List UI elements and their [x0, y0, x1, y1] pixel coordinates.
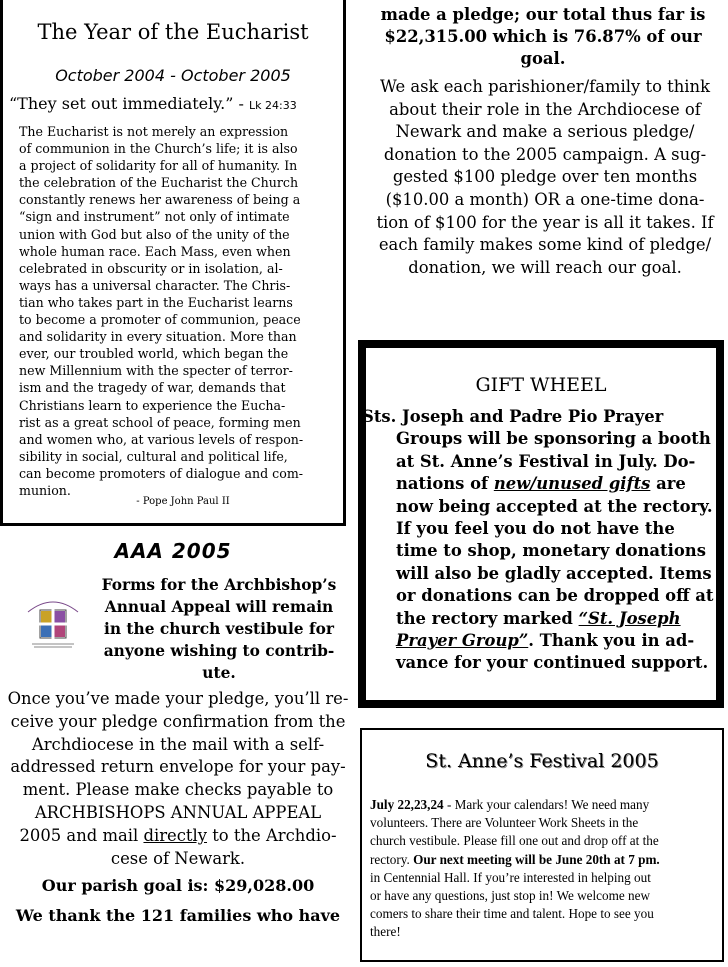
aaa-parish-goal: Our parish goal is: $29,028.00: [41, 876, 315, 895]
gift-line: time to shop, monetary donations: [396, 541, 706, 561]
gift-line: or donations can be dropped off at: [396, 586, 714, 606]
eucharist-line: ism and the tragedy of war, demands that: [19, 380, 286, 396]
aaa-title: AAA 2005: [114, 539, 232, 563]
gift-line: now being accepted at the rectory.: [396, 496, 713, 516]
aaa-forms-line: Annual Appeal will remain: [104, 598, 334, 616]
eucharist-line: union with God but also of the unity of the: [19, 226, 290, 242]
gift-line: Groups will be sponsoring a booth: [396, 429, 711, 449]
eucharist-box: [0, 0, 346, 526]
aaa-forms-line: anyone wishing to contrib-: [103, 642, 335, 660]
aaa-body-line: cese of Newark.: [110, 848, 246, 868]
festival-dates: July 22,23,24: [370, 797, 444, 812]
eucharist-line: sibility in social, cultural and political life,: [19, 448, 288, 464]
aaa-body-text: to the Archdio-: [207, 825, 337, 845]
eucharist-line: the celebration of the Eucharist the Church: [19, 175, 299, 191]
gift-line: will also be gladly accepted. Items: [396, 563, 712, 583]
aaa-thanks: We thank the 121 families who have: [15, 906, 341, 925]
aaa-body-line: [0, 825, 356, 848]
pledge-request-line: We ask each parishioner/family to think: [379, 77, 711, 96]
aaa-body-line: ment. Please make checks payable to: [22, 780, 334, 800]
festival-line: [370, 796, 720, 814]
aaa-body-text: 2005 and mail: [19, 825, 144, 845]
pledge-request-line: about their role in the Archdiocese of: [389, 99, 701, 119]
eucharist-line: and women who, at various levels of respon-: [19, 431, 304, 447]
eucharist-line: ever, our troubled world, which began the: [19, 346, 289, 362]
eucharist-line: rist as a great school of peace, forming men: [19, 414, 301, 430]
eucharist-line: and solidarity in every situation. More than: [19, 329, 297, 345]
gift-text: nations of: [396, 474, 494, 494]
festival-line: in Centennial Hall. If you’re interested in helping out: [370, 869, 651, 885]
quote-reference: Lk 24:33: [249, 99, 297, 112]
aaa-body-line: addressed return envelope for your pay-: [10, 757, 346, 777]
eucharist-line: munion.: [19, 482, 71, 498]
pledge-total-line: goal.: [520, 49, 566, 68]
gift-text: are: [650, 474, 686, 494]
pledge-total-line: $22,315.00 which is 76.87% of our: [384, 27, 702, 46]
festival-line: volunteers. There are Volunteer Work Sheets in the: [370, 815, 639, 831]
eucharist-line: to become a promoter of communion, peace: [19, 312, 301, 328]
festival-text: rectory.: [370, 851, 414, 867]
festival-line: there!: [370, 924, 401, 940]
eucharist-body: [19, 123, 345, 499]
aaa-body-underlined: directly: [143, 825, 208, 845]
eucharist-line: whole human race. Each Mass, even when: [19, 243, 291, 259]
pledge-request-line: each family makes some kind of pledge/: [378, 235, 712, 255]
pledge-request-line: Newark and make a serious pledge/: [395, 122, 695, 142]
eucharist-line: Christians learn to experience the Eucha-: [19, 397, 286, 413]
gift-line: [396, 473, 728, 495]
aaa-forms-line: in the church vestibule for: [104, 620, 334, 638]
aaa-forms-text: [88, 574, 350, 684]
eucharist-quote: [9, 94, 297, 113]
eucharist-line: constantly renews her awareness of being a: [19, 192, 301, 208]
eucharist-line: ways has a universal character. The Chris-: [19, 277, 291, 293]
gift-line: at St. Anne’s Festival in July. Do-: [396, 451, 696, 471]
festival-line: or have any questions, just stop in! We welcome new: [370, 888, 650, 904]
eucharist-attribution: - Pope John Paul II: [136, 496, 230, 507]
gift-wheel-box: [358, 340, 724, 708]
pledge-request-line: donation, we will reach our goal.: [408, 257, 682, 277]
festival-line: [370, 851, 720, 869]
festival-body: [370, 796, 720, 942]
pledge-total-text: [358, 4, 728, 70]
aaa-body-line: Once you’ve made your pledge, you’ll re-: [7, 689, 349, 708]
gift-underlined: new/unused gifts: [493, 474, 651, 494]
eucharist-line: new Millennium with the specter of terror-: [19, 363, 293, 379]
pledge-request-line: ($10.00 a month) OR a one-time dona-: [385, 189, 705, 209]
gift-line: If you feel you do not have the: [396, 519, 675, 539]
pledge-request-line: tion of $100 for the year is all it takes. If: [376, 212, 714, 232]
aaa-body-line: ceive your pledge confirmation from the: [10, 711, 346, 731]
gift-line: Sts. Joseph and Padre Pio Prayer: [362, 407, 664, 426]
eucharist-line: The Eucharist is not merely an expression: [19, 124, 289, 139]
gift-line: [396, 630, 728, 652]
festival-line: comers to share their time and talent. Hope to see you: [370, 906, 654, 922]
festival-box: [360, 728, 724, 962]
pledge-request-line: gested $100 pledge over ten months: [392, 167, 698, 187]
aaa-body-line: ARCHBISHOPS ANNUAL APPEAL: [34, 802, 322, 822]
joining-together-logo: [22, 590, 84, 652]
aaa-body-line: Archdiocese in the mail with a self-: [31, 734, 325, 754]
festival-meeting: Our next meeting will be June 20th at 7 pm.: [413, 851, 660, 867]
festival-text: - Mark your calendars! We need many: [443, 797, 650, 812]
gift-text: the rectory marked: [396, 608, 579, 628]
eucharist-line: a project of solidarity for all of humanity. In: [19, 158, 298, 174]
gift-line: vance for your continued support.: [396, 653, 709, 673]
gift-wheel-body: [362, 406, 728, 675]
gift-line: [396, 608, 728, 630]
eucharist-line: “sign and instrument” not only of intimate: [19, 209, 290, 225]
gift-underlined: “St. Joseph: [578, 608, 681, 628]
pledge-total-line: made a pledge; our total thus far is: [380, 5, 706, 24]
aaa-forms-line: Forms for the Archbishop’s: [101, 576, 337, 594]
eucharist-line: celebrated in obscurity or in isolation, al-: [19, 260, 283, 276]
eucharist-dates: October 2004 - October 2005: [55, 66, 291, 85]
aaa-forms-line: ute.: [202, 664, 236, 682]
eucharist-line: of communion in the Church’s life; it is also: [19, 141, 298, 157]
gift-text: . Thank you in ad-: [528, 631, 695, 651]
festival-line: church vestibule. Please fill one out and drop off at the: [370, 833, 659, 849]
eucharist-title: The Year of the Eucharist: [37, 20, 309, 44]
gift-underlined: Prayer Group”: [396, 631, 529, 651]
pledge-request-text: [362, 76, 728, 279]
eucharist-line: can become promoters of dialogue and com-: [19, 465, 304, 481]
festival-title: St. Anne’s Festival 2005: [425, 750, 659, 772]
gift-wheel-title: GIFT WHEEL: [475, 374, 607, 396]
eucharist-line: tian who takes part in the Eucharist learns: [19, 294, 293, 310]
quote-text: “They set out immediately.” -: [9, 94, 249, 113]
pledge-request-line: donation to the 2005 campaign. A sug-: [383, 144, 707, 164]
aaa-body: [0, 688, 356, 870]
